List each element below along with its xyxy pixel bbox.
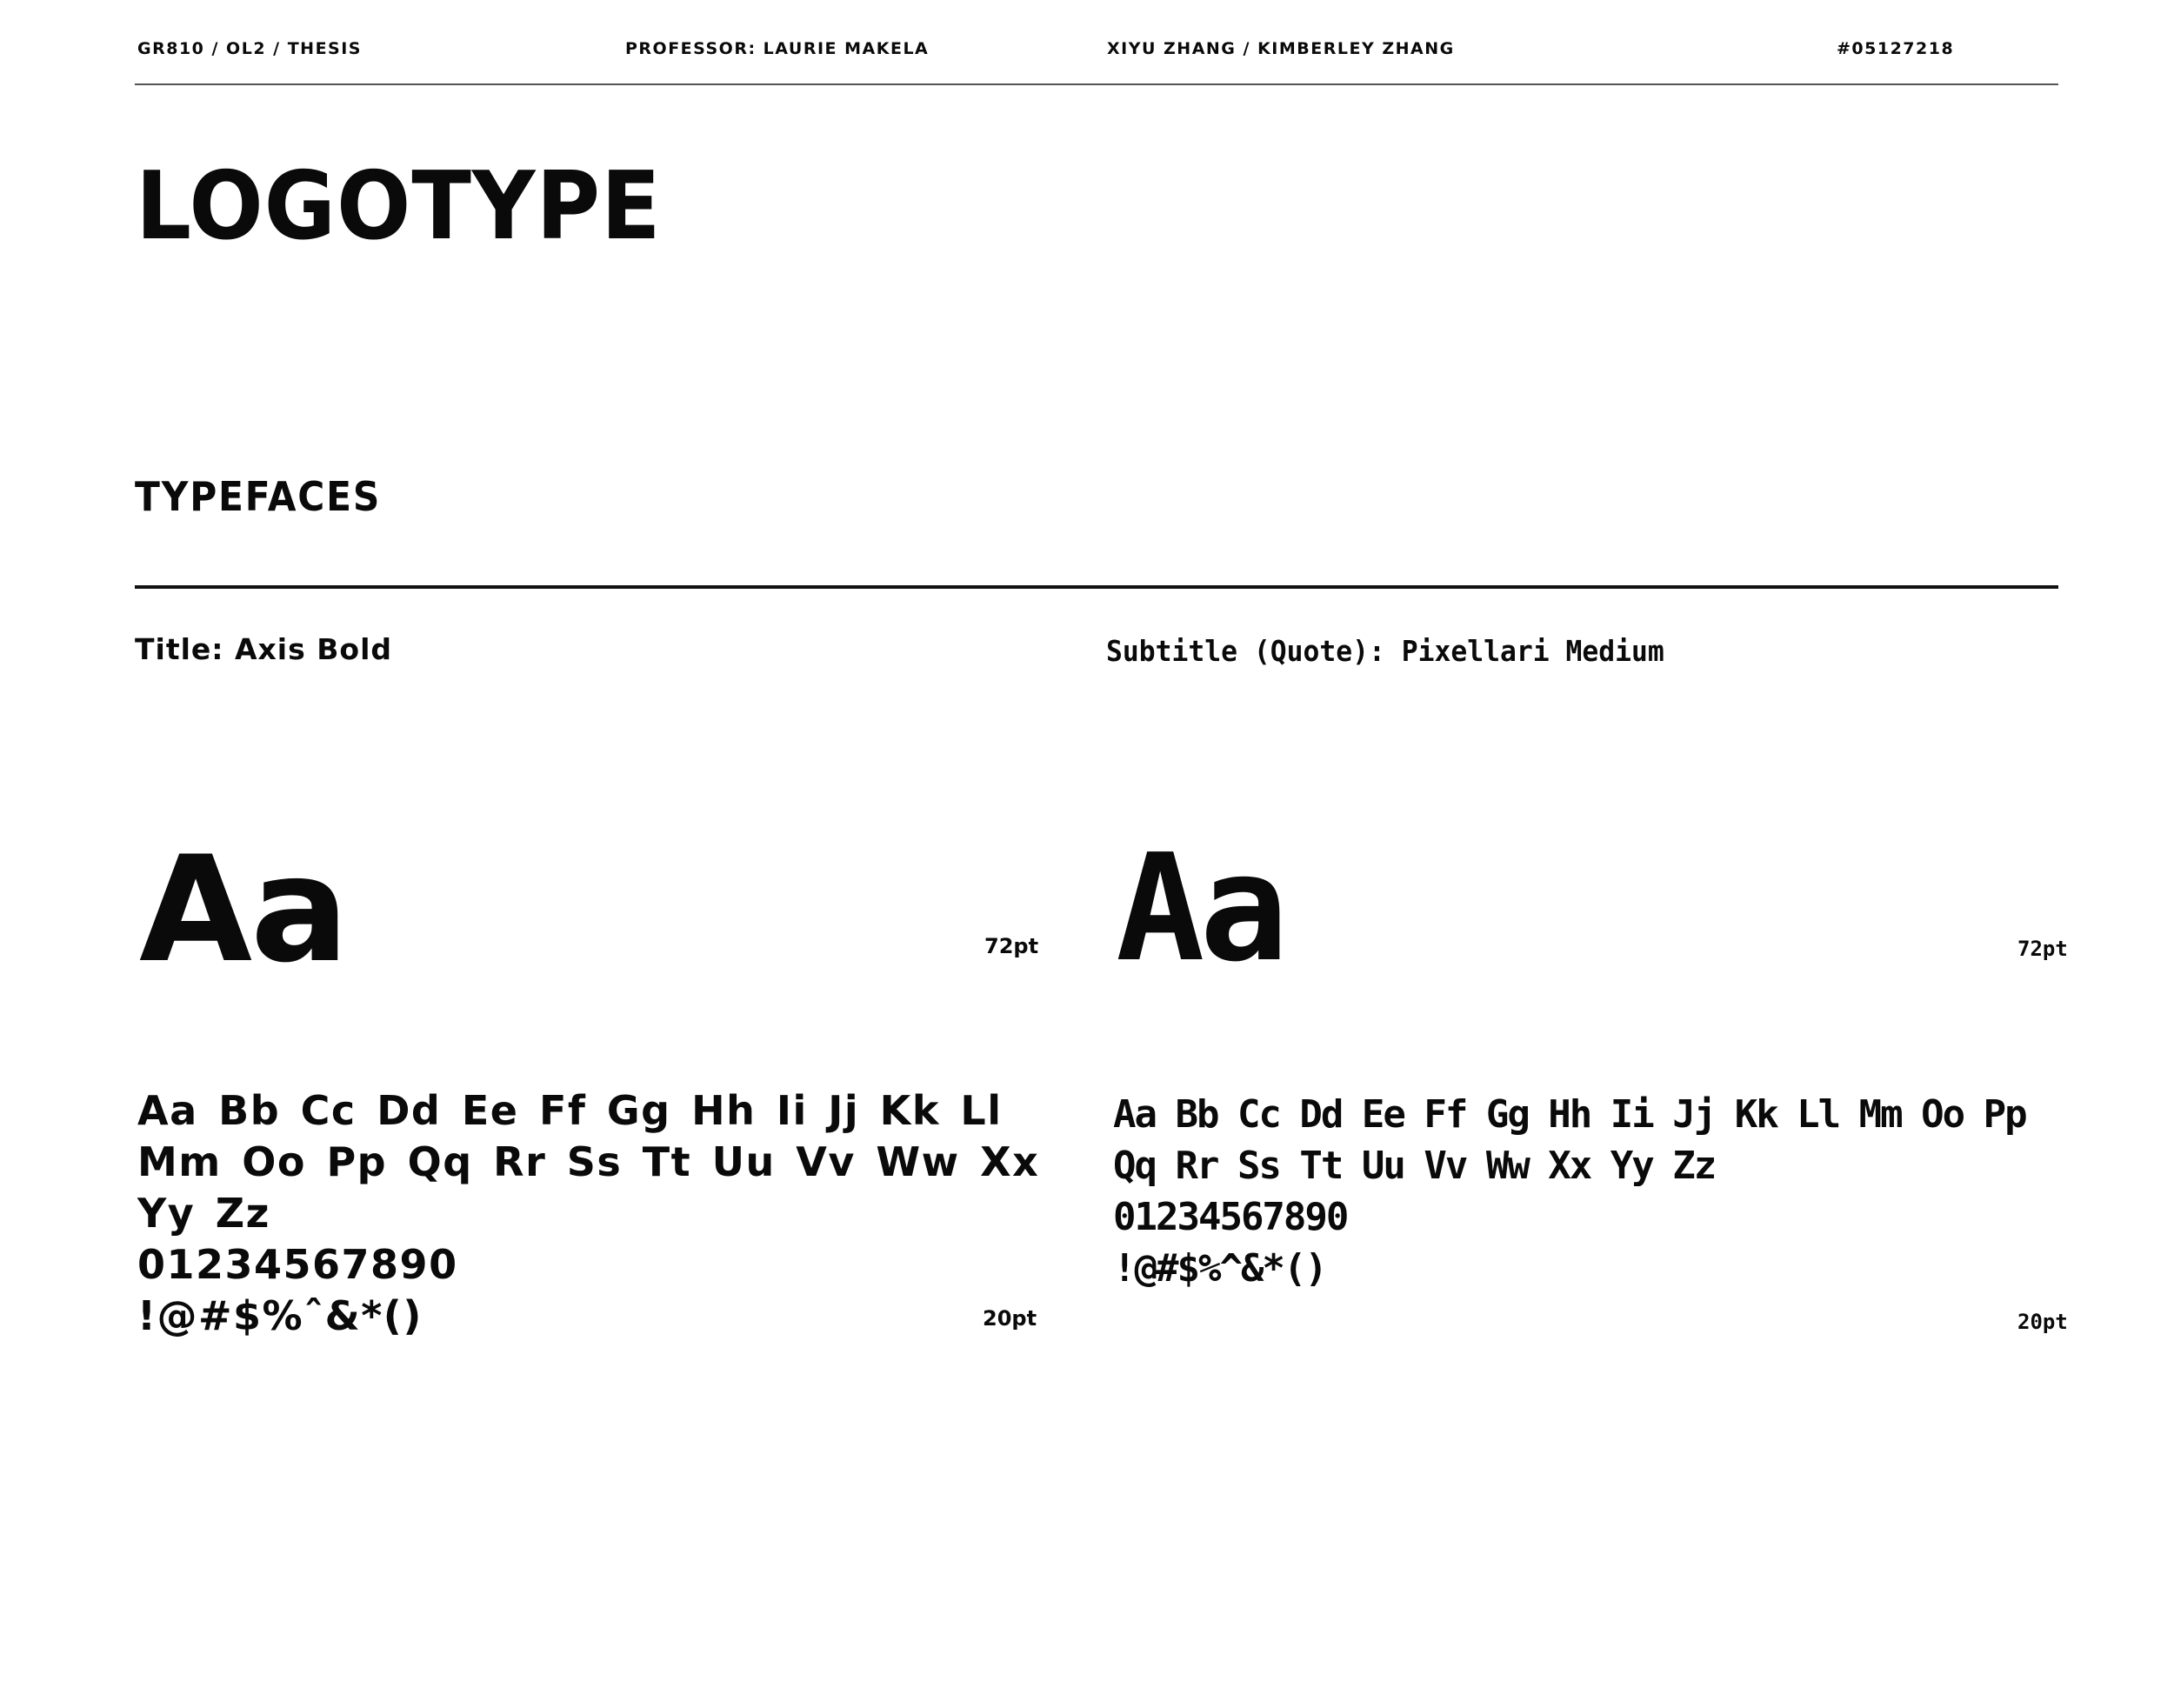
charset-line: !@#$%^&*() <box>1113 1246 1326 1291</box>
header-course: GR810 / OL2 / THESIS <box>137 39 362 58</box>
typeface-label-title: Title: Axis Bold <box>135 632 393 666</box>
typefaces-divider <box>135 585 2058 589</box>
large-specimen-size: 72pt <box>2017 937 2068 961</box>
typefaces-heading: TYPEFACES <box>135 473 382 520</box>
header-professor: PROFESSOR: LAURIE MAKELA <box>625 39 930 58</box>
charset-line: !@#$%ˆ&*() <box>137 1292 423 1339</box>
charset-line: 01234567890 <box>1113 1195 1348 1239</box>
character-set-pixellari <box>1113 1089 2026 1294</box>
header-authors: XIYU ZHANG / KIMBERLEY ZHANG <box>1107 39 1455 58</box>
large-specimen-size: 72pt <box>984 934 1039 958</box>
charset-line: 01234567890 <box>137 1241 458 1288</box>
large-specimen-pixellari: Aa <box>1116 823 1284 995</box>
character-set-axis <box>137 1085 1039 1342</box>
charset-line: Aa Bb Cc Dd Ee Ff Gg Hh Ii Jj Kk Ll Mm Oo Pp <box>1113 1092 2026 1137</box>
charset-line: Aa Bb Cc Dd Ee Ff Gg Hh Ii Jj Kk Ll <box>137 1087 1003 1134</box>
large-specimen-axis: Aa <box>139 824 348 995</box>
character-set-size: 20pt <box>983 1306 1037 1331</box>
logotype-heading: LOGOTYPE <box>136 152 662 261</box>
header-student-id: #05127218 <box>1837 39 1955 58</box>
character-set-size: 20pt <box>2017 1310 2068 1334</box>
charset-line: Mm Oo Pp Qq Rr Ss Tt Uu Vv Ww Xx <box>137 1138 1040 1185</box>
charset-line: Yy Zz <box>137 1190 270 1237</box>
header-divider <box>135 83 2058 85</box>
typeface-label-subtitle: Subtitle (Quote): Pixellari Medium <box>1106 634 1664 668</box>
charset-line: Qq Rr Ss Tt Uu Vv Ww Xx Yy Zz <box>1113 1144 1716 1188</box>
